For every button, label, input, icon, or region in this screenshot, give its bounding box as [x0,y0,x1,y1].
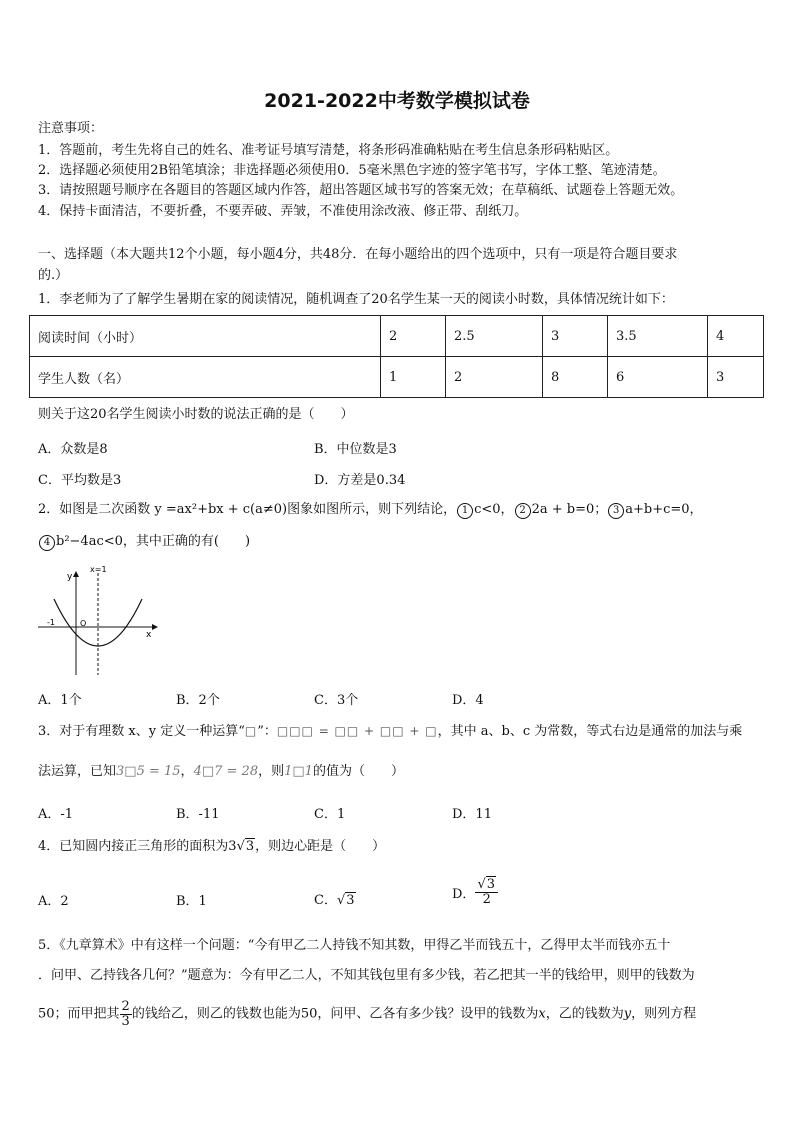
q5-line3-text: 50；而甲把其 [38,1006,120,1022]
q3-line2-tail: 的值为（ ） [312,764,404,779]
q3-option-b[interactable]: B．-11 [176,807,220,822]
circle-4-icon: 4 [39,535,55,551]
circle-2-icon: 2 [515,503,531,519]
table-cell: 学生人数（名） [30,357,381,398]
section-heading-line2: 的.） [38,268,69,283]
fraction-denominator: 3 [121,1014,130,1029]
q4-stem-text: 4．已知圆内接正三角形的面积为 [38,839,229,854]
notice-item-2: 2．选择题必须使用2B铅笔填涂；非选择题必须使用0．5毫米黑色字迹的签字笔书写，字体工整、笔迹清楚。 [38,163,666,178]
table-cell: 2 [381,316,446,357]
q1-option-a[interactable]: A．众数是8 [38,442,108,457]
q1-option-c[interactable]: C．平均数是3 [38,473,122,488]
origin-label: O [80,619,87,628]
table-row [30,357,764,398]
notice-item-3: 3．请按照题号顺序在各题目的答题区域内作答，超出答题区域书写的答案无效；在草稿纸、试题卷上答题无效。 [38,183,684,198]
q5-line1: 5．《九章算术》中有这样一个问题：“今有甲乙二人持钱不知其数，甲得乙半而钱五十，乙得甲太半而钱亦五十 [38,938,671,953]
y-axis-arrow-icon [73,571,79,577]
table-cell: 3 [543,316,608,357]
fraction-numerator: 2 [121,999,130,1014]
q1-option-d[interactable]: D．方差是0.34 [314,473,406,488]
q3-line2-text: 法运算，已知 [38,764,117,779]
notice-heading: 注意事项： [38,121,104,136]
q4-option-b[interactable]: B．1 [176,894,207,909]
notice-item-4: 4．保持卡面清洁，不要折叠，不要弄破、弄皱，不准使用涂改液、修正带、刮纸刀。 [38,204,528,219]
circle-1-icon: 1 [457,503,473,519]
parabola-graph [36,563,160,678]
y-axis-label: y [67,572,73,582]
x-axis-label: x [146,630,152,640]
table-cell: 阅读时间（小时） [30,316,381,357]
x-axis-arrow-icon [152,624,158,630]
q4-area-radicand: 3 [245,839,255,854]
q4-option-d-fraction [475,878,498,907]
q5-fraction [120,1000,132,1029]
q5-var-x: x [538,1006,546,1022]
sqrt-icon: √3 [477,877,496,892]
q5-line3-mid2: ，乙的钱数为 [545,1006,624,1022]
q3-stem-text: 3．对于有理数 x、y 定义一种运算“ [38,724,245,739]
q2-stem-text: 2．如图是二次函数 y =ax²+bx + c(a≠0)图象如图所示，则下列结论， [38,502,457,517]
table-cell: 1 [381,357,446,398]
table-cell: 4 [708,316,764,357]
q3-stem-tail: ，其中 a、b、c 为常数，等式右边是通常的加法与乘 [437,724,743,739]
q5-var-y: y [623,1006,632,1022]
section-heading-line1: 一、选择题（本大题共12个小题，每小题4分，共48分．在每小题给出的四个选项中，只有一项是符合题目要求 [38,247,678,262]
table-cell: 2.5 [446,316,543,357]
q3-given-sep: ， [180,764,194,779]
q3-given-1: 3□5 = 15 [116,764,181,779]
q5-line3-mid: 的钱给乙，则乙的钱数也能为50，问甲、乙各有多少钱？设甲的钱数为 [131,1006,539,1022]
table-cell: 3.5 [608,316,708,357]
q3-option-d[interactable]: D．11 [452,807,492,822]
q2-stem-line2 [38,533,250,551]
sqrt-icon: √3 [236,839,255,854]
q3-stem-colon: ”： [257,724,277,739]
q2-option-c[interactable]: C．3个 [314,693,359,708]
table-cell: 2 [446,357,543,398]
q4-option-d-label: D． [452,887,476,902]
q1-question: 则关于这20名学生阅读小时数的说法正确的是（ ） [38,407,354,422]
q4-option-c-radicand: 3 [346,893,355,908]
table-cell: 6 [608,357,708,398]
page-title: 2021-2022中考数学模拟试卷 [264,90,530,112]
q2-stem-line1 [38,501,703,519]
q3-option-a[interactable]: A．-1 [38,807,74,822]
fraction-numerator [475,878,498,893]
q3-option-c[interactable]: C．1 [314,807,346,822]
q1-stem: 1．李老师为了了解学生暑期在家的阅读情况，随机调查了20名学生某一天的阅读小时数，具体情况统计如下： [38,292,674,307]
q3-line2-then: ，则 [258,764,285,779]
reading-table [29,315,764,398]
q3-given-2: 4□7 = 28 [193,764,259,779]
operation-formula: □□□ = □□ + □□ + □ [276,724,438,738]
minus-one-label: -1 [47,618,55,627]
symmetry-label: x=1 [90,565,107,574]
q4-stem [38,838,385,856]
q4-option-d-radicand: 3 [486,877,496,892]
q4-option-d[interactable] [452,878,498,907]
notice-item-1: 1．答题前，考生先将自己的姓名、准考证号填写清楚，将条形码准确粘贴在考生信息条形码粘贴区。 [38,143,619,158]
q4-option-c[interactable] [314,889,356,908]
q4-stem-tail: ，则边心距是（ ） [255,839,386,854]
q3-stem-line2 [38,763,404,781]
q2-conclusion-2: 2a + b=0； [531,502,608,517]
q4-area-coef: 3 [228,839,237,854]
circle-3-icon: 3 [608,503,624,519]
q1-option-b[interactable]: B．中位数是3 [314,442,397,457]
operation-symbol: □ [244,724,258,738]
sqrt-icon: √3 [336,893,355,908]
q3-stem-line1 [38,722,742,741]
q2-option-d[interactable]: D．4 [452,693,484,708]
q2-option-a[interactable]: A．1个 [38,693,82,708]
q5-line2: ．问甲、乙持钱各几何？”题意为：今有甲乙二人，不知其钱包里有多少钱，若乙把其一半的钱给甲，则甲的钱数为 [38,968,695,983]
q2-conclusion-1: c<0， [474,502,514,517]
table-cell: 8 [543,357,608,398]
table-row [30,316,764,357]
fraction-denominator: 2 [482,892,491,907]
q2-conclusion-3: a+b+c=0， [625,502,703,517]
q5-line3 [38,1000,696,1029]
q2-option-b[interactable]: B．2个 [176,693,220,708]
q2-conclusion-4: b²−4ac<0，其中正确的有( ) [56,534,251,549]
q5-line3-tail: ，则列方程 [631,1006,697,1022]
table-cell: 3 [708,357,764,398]
q4-option-a[interactable]: A．2 [38,894,69,909]
q4-option-c-label: C． [314,893,337,908]
q3-target: 1□1 [284,764,313,779]
